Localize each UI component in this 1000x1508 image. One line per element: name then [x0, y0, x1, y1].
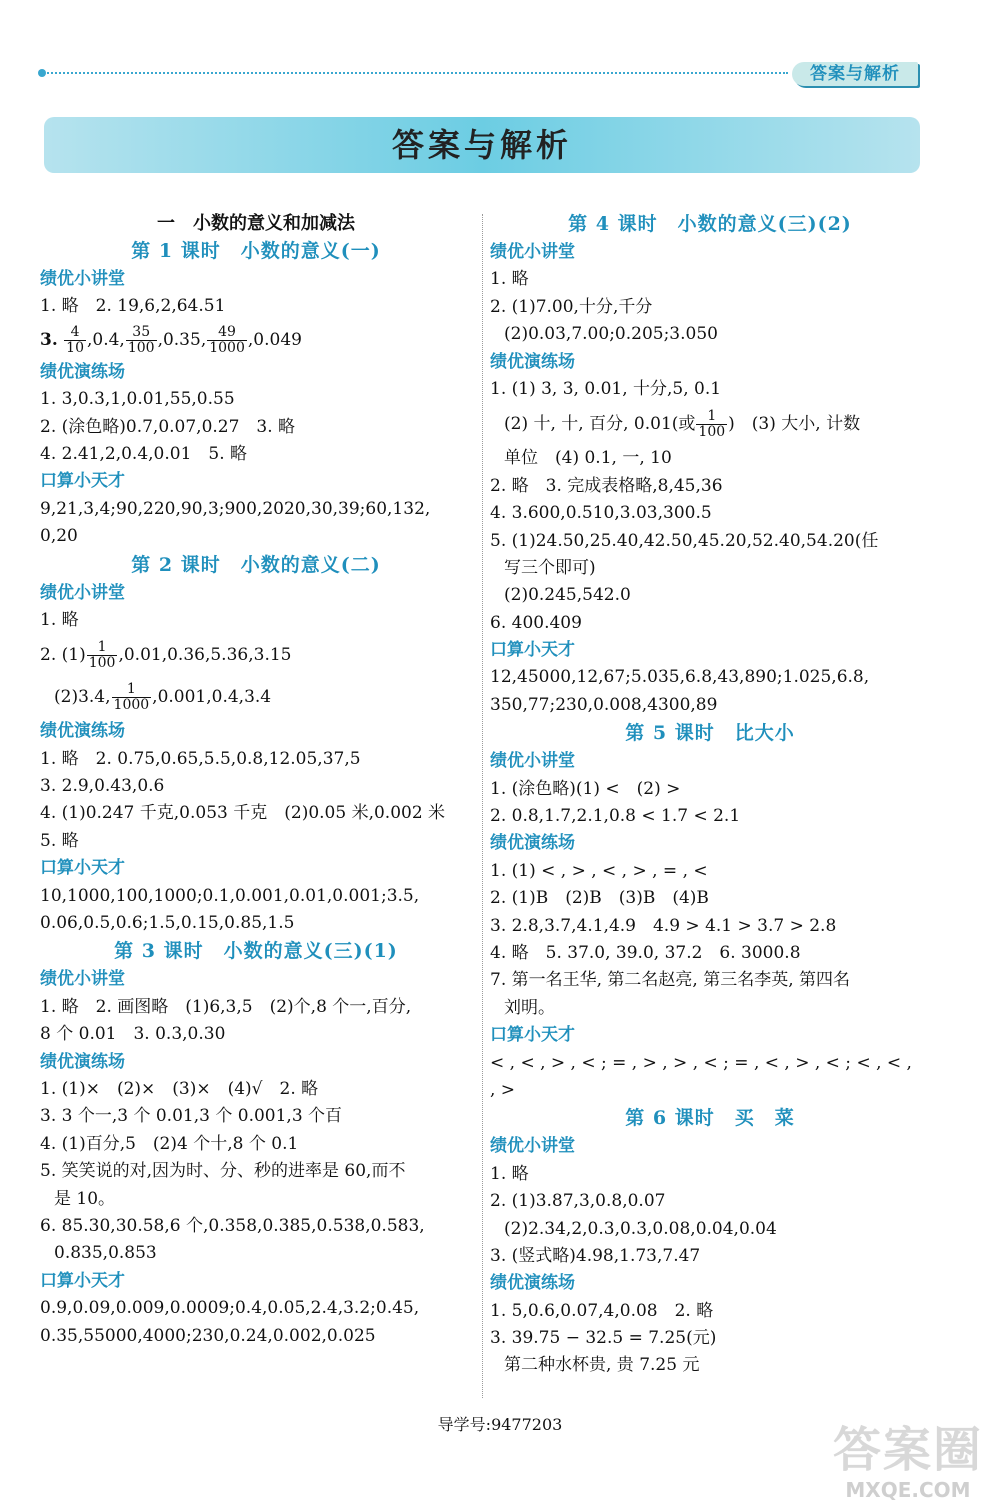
answer-line-fractions — [40, 321, 472, 359]
answer-line: 2. 0.8,1.7,2.1,0.8 < 1.7 < 2.1 — [490, 806, 741, 827]
answer-line: 2. (1)7.00,十分,千分 — [490, 296, 653, 317]
right-column — [490, 210, 930, 1380]
fraction-denominator: 1000 — [113, 697, 150, 714]
answer-line-fractions — [490, 403, 930, 445]
answer-line: 0.835,0.853 — [54, 1243, 157, 1264]
header-tab: 答案与解析 — [792, 62, 918, 86]
watermark-logo: 答案圈 — [832, 1422, 983, 1478]
answer-line: 4. (1)百分,5 (2)4 个十,8 个 0.1 — [40, 1133, 299, 1154]
answer-line: 10,1000,100,1000;0.1,0.001,0.01,0.001;3.5, — [40, 885, 420, 906]
fraction-numerator: 35 — [126, 325, 157, 341]
answer-line: 2. (涂色略)0.7,0.07,0.27 3. 略 — [40, 416, 296, 437]
answer-line: 12,45000,12,67;5.035,6.8,43,890;1.025,6.8, — [490, 667, 870, 688]
answer-line: 8 个 0.01 3. 0.3,0.30 — [40, 1024, 226, 1045]
section-heading: 绩优演练场 — [490, 351, 575, 372]
answer-line: 1. 略 — [490, 1163, 529, 1184]
fraction — [696, 409, 727, 440]
section-heading: 绩优演练场 — [40, 721, 125, 742]
answer-line: 6. 85.30,30.58,6 个,0.358,0.385,0.538,0.583, — [40, 1215, 425, 1236]
answer-text: ) (3) 大小, 计数 — [728, 414, 861, 435]
fraction — [112, 682, 152, 713]
answer-line: 2. (1)3.87,3,0.8,0.07 — [490, 1191, 666, 1212]
fraction — [207, 325, 247, 356]
section-heading: 绩优小讲堂 — [40, 269, 125, 289]
fraction-denominator: 10 — [66, 339, 84, 356]
fraction-numerator: 49 — [207, 325, 247, 341]
section-heading: 绩优小讲堂 — [40, 582, 125, 603]
lesson-6-title: 第 6 课时 买 菜 — [625, 1107, 795, 1130]
section-heading: 绩优小讲堂 — [490, 1136, 575, 1157]
section-heading: 绩优小讲堂 — [490, 751, 575, 772]
watermark-url: MXQE.COM — [845, 1478, 971, 1502]
answer-line: 3. (竖式略)4.98,1.73,7.47 — [490, 1245, 701, 1266]
answer-text: ,0.001,0.4,3.4 — [152, 687, 272, 708]
lesson-4-title: 第 4 课时 小数的意义(三)(2) — [568, 213, 852, 235]
title-banner — [44, 117, 920, 173]
answer-line: 3. 2.9,0.43,0.6 — [40, 776, 165, 797]
left-column — [40, 210, 472, 1350]
answer-line: 是 10。 — [54, 1188, 116, 1209]
lesson-1-title: 第 1 课时 小数的意义(一) — [131, 240, 381, 262]
answer-line: 9,21,3,4;90,220,90,3;900,2020,30,39;60,132, — [40, 498, 431, 519]
answer-line: 6. 400.409 — [490, 612, 582, 633]
answer-text: ,0.01,0.36,5.36,3.15 — [118, 645, 292, 666]
answer-text: (2) 十, 十, 百分, 0.01(或 — [504, 414, 696, 435]
answer-line: 1. (1) 3, 3, 0.01, 十分,5, 0.1 — [490, 378, 722, 399]
answer-line: (2)2.34,2,0.3,0.3,0.08,0.04,0.04 — [504, 1218, 777, 1239]
answer-line: 1. (涂色略)(1) < (2) > — [490, 778, 681, 799]
lesson-5-title: 第 5 课时 比大小 — [625, 722, 795, 745]
answer-line: < , < , > , < ; = , > , > , < ; = , < , > , < ; < , < , — [490, 1052, 912, 1073]
lesson-3-title: 第 3 课时 小数的意义(三)(1) — [114, 940, 398, 963]
answer-line: 350,77;230,0.008,4300,89 — [490, 694, 718, 715]
answer-line: 5. 笑笑说的对,因为时、分、秒的进率是 60,而不 — [40, 1161, 406, 1182]
page-title: 答案与解析 — [391, 126, 572, 164]
answer-line: 1. 5,0.6,0.07,4,0.08 2. 略 — [490, 1300, 714, 1321]
answer-line: 1. 略 2. 0.75,0.65,5.5,0.8,12.05,37,5 — [40, 748, 361, 769]
answer-line-fractions — [40, 634, 472, 676]
watermark — [828, 1420, 988, 1504]
answer-line: 2. 略 3. 完成表格略,8,45,36 — [490, 475, 723, 496]
answer-text: ,0.35, — [157, 329, 207, 350]
answer-line: 1. (1)× (2)× (3)× (4)√ 2. 略 — [40, 1078, 319, 1099]
answer-text: (2)3.4, — [54, 687, 111, 708]
answer-line: 1. 略 — [490, 269, 529, 290]
fraction-numerator: 1 — [87, 640, 118, 656]
section-heading: 口算小天才 — [40, 1270, 125, 1291]
answer-line: 4. 3.600,0.510,3.03,300.5 — [490, 503, 712, 524]
item-number: 3. — [40, 329, 58, 350]
fraction — [87, 640, 118, 671]
section-heading: 绩优小讲堂 — [40, 969, 125, 990]
fraction-denominator: 100 — [127, 339, 155, 356]
answer-line: 第二种水杯贵, 贵 7.25 元 — [504, 1355, 700, 1376]
answer-line: 写三个即可) — [504, 557, 596, 578]
section-heading: 绩优演练场 — [40, 361, 125, 382]
section-heading: 绩优演练场 — [490, 833, 575, 854]
answer-line: (2)0.03,7.00;0.205;3.050 — [504, 324, 718, 345]
fraction-numerator: 1 — [696, 409, 727, 425]
fraction-denominator: 100 — [698, 424, 726, 441]
answer-line: 单位 (4) 0.1, 一, 10 — [504, 448, 672, 469]
answer-line: 4. (1)0.247 千克,0.053 千克 (2)0.05 米,0.002 米 — [40, 803, 446, 824]
section-heading: 绩优小讲堂 — [490, 242, 575, 262]
answer-line: 5. 略 — [40, 830, 79, 851]
unit-title: 一 小数的意义和加减法 — [157, 213, 355, 234]
answer-text: ,0.4, — [86, 329, 125, 350]
answer-line-fractions — [40, 676, 472, 718]
answer-line: 1. 略 — [40, 609, 79, 630]
answer-line: , > — [490, 1079, 516, 1100]
answer-line: 1. (1) < , > , < , > , = , < — [490, 860, 708, 881]
answer-line: 3. 3 个一,3 个 0.01,3 个 0.001,3 个百 — [40, 1106, 343, 1127]
column-divider — [482, 214, 483, 1398]
answer-line: 1. 3,0.3,1,0.01,55,0.55 — [40, 389, 235, 410]
answer-line: 2. (1)B (2)B (3)B (4)B — [490, 888, 709, 909]
fraction-denominator: 100 — [88, 655, 116, 672]
fraction — [64, 325, 86, 356]
answer-line: 3. 2.8,3.7,4.1,4.9 4.9 > 4.1 > 3.7 > 2.8 — [490, 915, 837, 936]
fraction-denominator: 1000 — [209, 339, 245, 356]
fraction — [126, 325, 157, 356]
section-heading: 口算小天才 — [40, 471, 125, 492]
answer-line: 0.06,0.5,0.6;1.5,0.15,0.85,1.5 — [40, 913, 295, 934]
answer-line: 1. 略 2. 19,6,2,64.51 — [40, 296, 226, 317]
section-heading: 绩优演练场 — [40, 1051, 125, 1072]
fraction-numerator: 1 — [112, 682, 152, 698]
fraction-numerator: 4 — [64, 325, 86, 341]
answer-line: 0,20 — [40, 526, 78, 547]
section-heading: 口算小天才 — [490, 1025, 575, 1046]
answer-line: 1. 略 2. 画图略 (1)6,3,5 (2)个,8 个一,百分, — [40, 996, 412, 1017]
answer-line: 3. 39.75 − 32.5 = 7.25(元) — [490, 1328, 717, 1349]
answer-line: 0.9,0.09,0.009,0.0009;0.4,0.05,2.4,3.2;0.45, — [40, 1298, 420, 1319]
answer-line: (2)0.245,542.0 — [504, 585, 631, 606]
answer-line: 4. 2.41,2,0.4,0.01 5. 略 — [40, 443, 248, 464]
answer-line: 4. 略 5. 37.0, 39.0, 37.2 6. 3000.8 — [490, 942, 801, 963]
section-heading: 绩优演练场 — [490, 1273, 575, 1294]
answer-line: 7. 第一名王华, 第二名赵亮, 第三名李英, 第四名 — [490, 970, 851, 991]
answer-line: 0.35,55000,4000;230,0.24,0.002,0.025 — [40, 1325, 376, 1346]
answer-line: 刘明。 — [504, 997, 555, 1018]
answer-line: 5. (1)24.50,25.40,42.50,45.20,52.40,54.20(任 — [490, 530, 879, 551]
header-dotted-line — [40, 72, 788, 74]
lesson-2-title: 第 2 课时 小数的意义(二) — [131, 553, 381, 576]
answer-text: ,0.049 — [247, 329, 302, 350]
answer-text: 2. (1) — [40, 645, 86, 666]
section-heading: 口算小天才 — [40, 858, 125, 879]
guide-number: 导学号:9477203 — [437, 1415, 563, 1434]
section-heading: 口算小天才 — [490, 640, 575, 661]
